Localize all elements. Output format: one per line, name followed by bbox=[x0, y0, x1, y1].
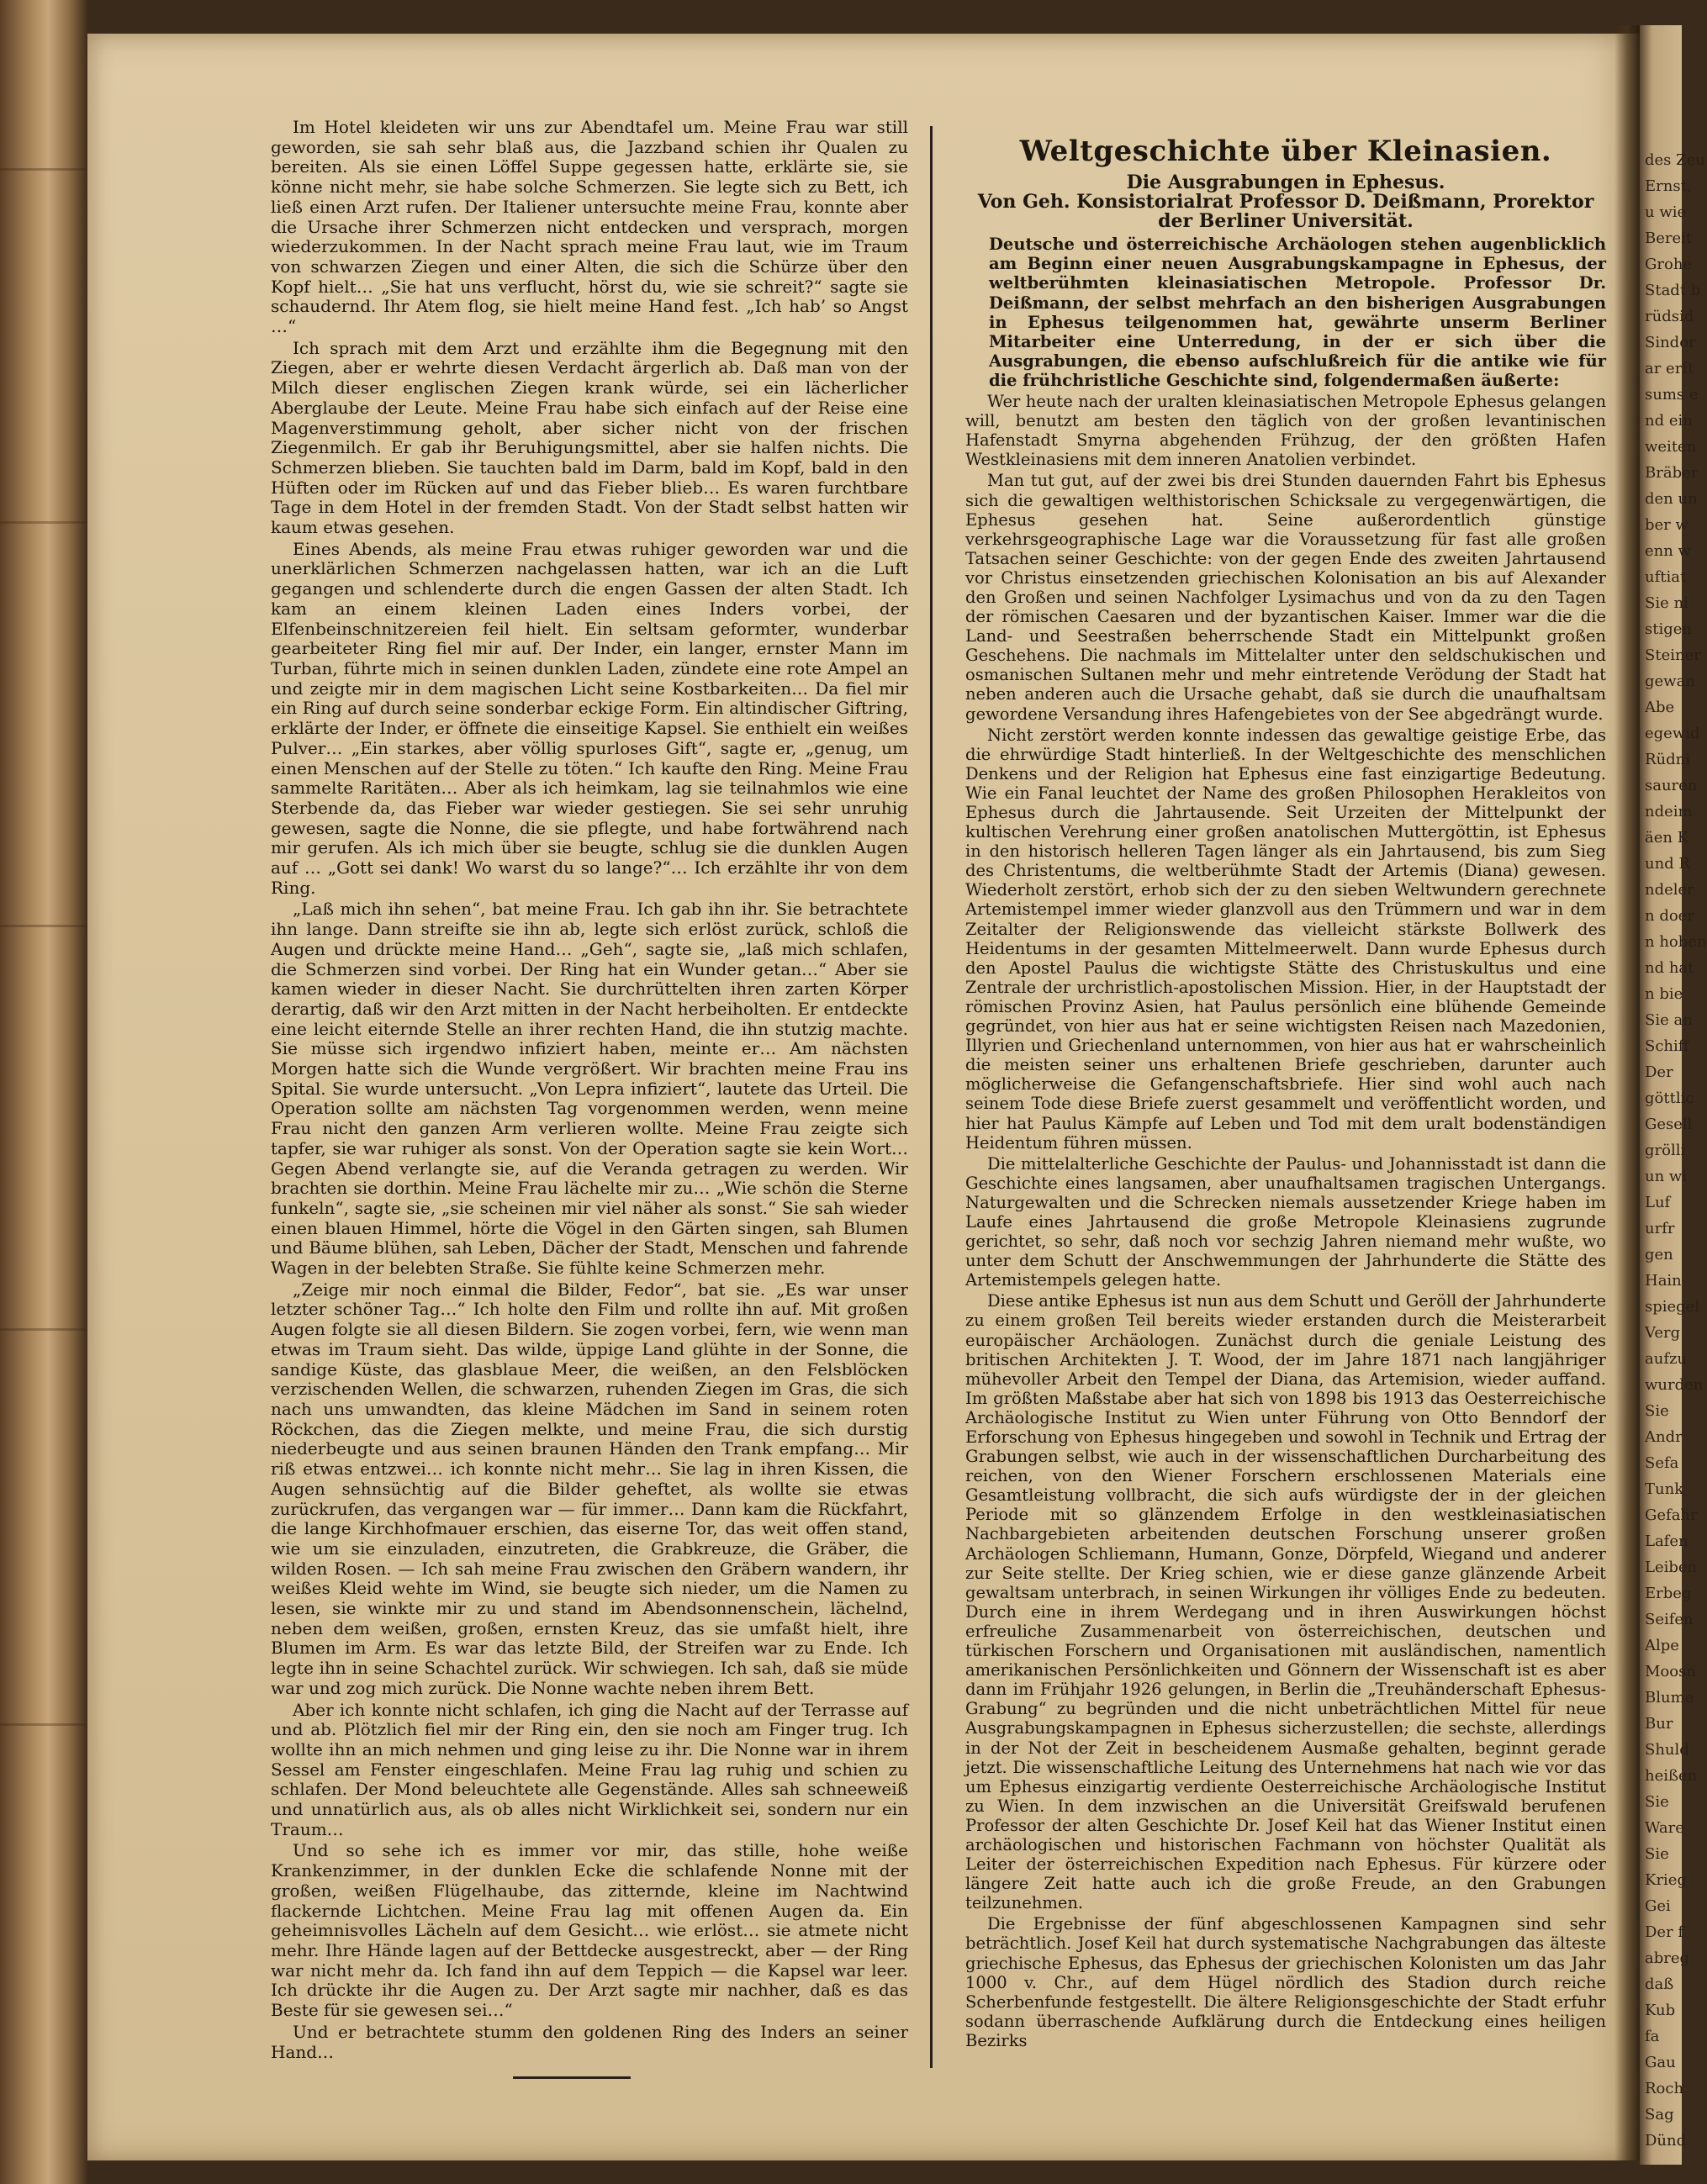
next-page-fragment: Sindor bbox=[1645, 334, 1696, 351]
next-page-fragment: Sie ni bbox=[1645, 594, 1689, 612]
next-page-fragment: stigen bbox=[1645, 620, 1692, 638]
book-edge bbox=[0, 0, 87, 2184]
next-page-fragment: aufzu bbox=[1645, 1350, 1688, 1368]
next-page-fragment: Lafen bbox=[1645, 1532, 1689, 1550]
next-page-fragment: nd hat bbox=[1645, 959, 1694, 977]
next-page-fragment: Blume bbox=[1645, 1689, 1694, 1707]
story-paragraph: Ich sprach mit dem Arzt und erzählte ihm die Begegnung mit den Ziegen, aber er wehrte diesen Verdacht ärgerlich ab. Daß man von der Milch dieser englischen Ziegen krank würde, sei ein lächerlicher Aberglaube der Leute. Meine Frau habe sich einfach auf der Reise eine Magenverstimmung geholt, aber sicher nicht von der frischen Ziegenmilch. Er gab ihr Beruhigungsmittel, aber sie halfen nichts. Die Schmerzen blieben. Sie tauchten bald im Darm, bald im Kopf, bald in den Hüften oder im Rücken auf und das Fieber blieb… Es waren furchtbare Tage in dem Hotel in der fremden Stadt. Von der Stadt selbst hatten wir kaum etwas gesehen. bbox=[271, 337, 908, 538]
next-page-fragment: Roch bbox=[1645, 2080, 1684, 2097]
next-page-fragment: wurden bbox=[1645, 1376, 1704, 1394]
next-page-fragment: Ware bbox=[1645, 1819, 1684, 1837]
column-divider bbox=[930, 126, 933, 2068]
next-page-fragment: Sie bbox=[1645, 1402, 1669, 1420]
next-page-fragment: ber w bbox=[1645, 516, 1689, 534]
next-page-fragment: urfr bbox=[1645, 1220, 1675, 1237]
article-paragraph: Nicht zerstört werden konnte indessen das gewaltige geistige Erbe, das die ehrwürdige Stadt hinterließ. In der Weltgeschichte des menschlichen Denkens und der Religion hat Ephesus eine fast einzigartige Bedeutung. Wie ein Fanal leuchtet der Name des großen Philosophen Herakleitos von Ephesus durch die Jahrtausende. Seit Urzeiten der Mittelpunkt der kultischen Verehrung einer großen anatolischen Muttergöttin, ist Ephesus in den historisch helleren Tagen länger als ein Jahrtausend, bis zum Sieg des Christentums, die weltberühmte Stadt der Artemis (Diana) gewesen. Wiederholt zerstört, erhob sich der zu den sieben Weltwundern gerechnete Artemistempel immer wieder glanzvoll aus den Trümmern und war in dem Zeitalter der Religionswende das vielleicht stärkste Bollwerk des Heidentums in der gesamten Mittelmeerwelt. Dann wurde Ephesus durch den Apostel Paulus die wichtigste Stätte des Christuskultus und eine Zentrale der urchristlich-apostolischen Mission. Hier, in der Hauptstadt der römischen Provinz Asien, hat Paulus persönlich eine blühende Gemeinde gegründet, von hier aus hat er seine wichtigsten Reisen nach Mazedonien, Illyrien und Griechenland unternommen, von hier aus hat er wahrscheinlich die meisten seiner uns erhaltenen Briefe geschrieben, darunter auch möglicherweise die Gefangenschaftsbriefe. Hier sind wohl auch nach seinem Tode diese Briefe zuerst gesammelt und veröffentlicht worden, und hier hat Paulus Kämpfe auf Leben und Tod mit dem uralt bodenständigen Heidentum führen müssen. bbox=[965, 725, 1606, 1153]
next-page-fragment: Sie bbox=[1645, 1793, 1669, 1811]
next-page-fragment: Leiben bbox=[1645, 1559, 1698, 1576]
story-paragraph: Aber ich konnte nicht schlafen, ich ging die Nacht auf der Terrasse auf und ab. Plötzlich fiel mir der Ring ein, den sie noch am Finger trug. Ich wollte ihn an mich nehmen und ging leise zu ihr. Die Nonne war in ihrem Sessel am Fenster eingeschlafen. Meine Frau lag ruhig und schien zu schlafen. Der Mond beleuchtete alle Gegenstände. Alles sah schneeweiß und unnatürlich aus, als ob alles nicht Wirklichkeit sei, sondern nur ein Traum… bbox=[271, 1699, 908, 1839]
next-page-fragment: sums e bbox=[1645, 386, 1699, 404]
article-paragraph: Die mittelalterliche Geschichte der Paulus- und Johannisstadt ist dann die Geschichte eines langsamen, aber unaufhaltsamen tragischen Untergangs. Naturgewalten und die Schrecken niemals aussetzender Kriege haben im Laufe eines Jahrtausend die große Metropole Kleinasiens zugrunde gerichtet, so sehr, daß noch vor sechzig Jahren niemand mehr wußte, wo unter dem Schutt der Anschwemmungen der Jahrhunderte die Stätte des Artemistempels gelegen hatte. bbox=[965, 1153, 1606, 1290]
next-page-fragment: heißen bbox=[1645, 1767, 1698, 1785]
article-paragraph: Wer heute nach der uralten kleinasiatischen Metropole Ephesus gelangen will, benutzt am besten den täglich von der großen levantinischen Hafenstadt Smyrna abgehenden Frühzug, der den größten Hafen Westkleinasiens mit dem inneren Anatolien verbindet. bbox=[965, 392, 1606, 470]
next-page-fragment: Seifen bbox=[1645, 1611, 1694, 1628]
article-byline: Von Geh. Konsistorialrat Professor D. Deißmann, Prorektor der Berliner Universität. bbox=[977, 191, 1594, 233]
next-page-fragment: abreg bbox=[1645, 1949, 1690, 1967]
next-page-fragment: Hain bbox=[1645, 1272, 1682, 1290]
article-paragraph: Man tut gut, auf der zwei bis drei Stunden dauernden Fahrt bis Ephesus sich die gewaltigen welthistorischen Schicksale zu vergegenwärtigen, die Ephesus gesehen hat. Seine außerordentlich günstige verkehrsgeographische Lage war die Voraussetzung für fast alle großen Tatsachen seiner Geschichte: von der gegen Ende des zweiten Jahrtausend vor Christus einsetzenden griechischen Kolonisation an bis auf Alexander den Großen und seinen Nachfolger Lysimachus und von da zu den Tagen der römischen Caesaren und der byzantischen Kaiser. Immer war die die Land- und Seestraßen beherrschende Stadt ein Mittelpunkt großen Geschehens. Die nachmals im Mittelalter unter den seldschukischen und osmanischen Sultanen mehr und mehr eintretende Verödung der Stadt hat neben anderen auch die Ursache gehabt, daß sie durch die unaufhaltsam gewordene Versandung ihres Hafengebietes von der See abgedrängt wurde. bbox=[965, 471, 1606, 724]
next-page-fragment: Bräber bbox=[1645, 464, 1699, 482]
next-page-fragment: Kub bbox=[1645, 2002, 1676, 2019]
next-page-fragment: Rüdni bbox=[1645, 751, 1691, 768]
next-page-fragment: Sie bbox=[1645, 1845, 1669, 1863]
next-page-fragment: enn w bbox=[1645, 542, 1691, 560]
next-page-fragment: nd ein bbox=[1645, 412, 1693, 430]
page-gutter bbox=[1615, 25, 1640, 2160]
next-page-fragment: Erbeg bbox=[1645, 1585, 1692, 1602]
next-page-fragment: den un bbox=[1645, 490, 1698, 508]
story-paragraph: Und so sehe ich es immer vor mir, das stille, hohe weiße Krankenzimmer, in der dunklen Ecke die schlafende Nonne mit der großen, weißen Flügelhaube, das zitternde, kleine im Nachtwind flackernde Lichtchen. Meine Frau lag mit offenen Augen da. Ein geheimnisvolles Lächeln auf dem Gesicht… wie erlöst… sie atmete nicht mehr. Ihre Hände lagen auf der Bettdecke ausgestreckt, aber — der Ring war nicht mehr da. Ich fand ihn auf dem Teppich — die Kapsel war leer. Ich drückte ihr die Augen zu. Der Arzt sagte mir nachher, daß es das Beste für sie gewesen sei…“ bbox=[271, 1840, 908, 2021]
article-paragraph: Die Ergebnisse der fünf abgeschlossenen Kampagnen sind sehr beträchtlich. Josef Keil hat durch systematische Nachgrabungen das älteste griechische Ephesus, das Ephesus der griechischen Kolonisten um das Jahr 1000 v. Chr., auf dem Hügel nördlich des Stadion durch reiche Scherbenfunde festgestellt. Die ältere Religionsgeschichte der Stadt erfuhr sodann überraschende Aufklärung durch die Entdeckung eines heiligen Bezirks bbox=[965, 1914, 1606, 2050]
next-page-fragment: ar erft bbox=[1645, 360, 1694, 377]
next-page-fragment: Gefahr bbox=[1645, 1506, 1698, 1524]
next-page-fragment: n hoben bbox=[1645, 933, 1707, 951]
next-page-fragment: u wie bbox=[1645, 203, 1687, 221]
next-page-fragment: Sie an bbox=[1645, 1011, 1693, 1029]
next-page-fragment: fa bbox=[1645, 2028, 1660, 2045]
next-page-fragment: n doer bbox=[1645, 907, 1694, 925]
next-page-fragment: Gau bbox=[1645, 2054, 1676, 2071]
article-subtitle: Die Ausgrabungen in Ephesus. bbox=[1126, 171, 1445, 193]
next-page-fragment: des Zeu bbox=[1645, 151, 1705, 169]
next-page-fragment: Dünd bbox=[1645, 2132, 1687, 2150]
next-page-fragment: Bereit bbox=[1645, 229, 1693, 247]
next-page-fragment: Schiff bbox=[1645, 1037, 1689, 1055]
story-paragraph: Eines Abends, als meine Frau etwas ruhiger geworden war und die unerklärlichen Schmerzen nachgelassen hatten, war ich an die Luft gegangen und schlenderte durch die engen Gassen der alten Stadt. Ich kam an einem kleinen Laden eines Inders vorbei, der Elfenbeinschnitzereien feil hielt. Ein seltsam geformter, wunderbar gearbeiteter Ring fiel mir auf. Der Inder, ein langer, ernster Mann im Turban, führte mich in seinen dunklen Laden, zündete eine rote Ampel an und zeigte mir in dem magischen Licht seine Kostbarkeiten… Da fiel mir ein Ring auf durch seine sonderbar eckige Form. Ein altindischer Giftring, erklärte der Inder, er öffnete die einseitige Kapsel. Sie enthielt ein weißes Pulver… „Ein starkes, aber völlig spurloses Gift“, sagte er, „genug, um einen Menschen auf der Stelle zu töten.“ Ich kaufte den Ring. Meine Frau sammelte Raritäten… Aber als ich heimkam, lag sie teilnahmlos wie eine Sterbende da, das Fieber war wieder gestiegen. Sie sei sehr unruhig gewesen, sagte die Nonne, die sie pflegte, und habe fortwährend nach mir gerufen. Als ich mich über sie beugte, schlug sie die dunklen Augen auf … „Gott sei dank! Wo warst du so lange?“… Ich erzählte ihr von dem Ring. bbox=[271, 538, 908, 898]
next-page-fragment: Der bbox=[1645, 1063, 1673, 1081]
next-page-fragment: ndeler bbox=[1645, 881, 1694, 899]
next-page-fragment: n bie bbox=[1645, 985, 1683, 1003]
next-page-fragment: grölli bbox=[1645, 1142, 1686, 1159]
next-page-fragment: daß bbox=[1645, 1976, 1674, 1993]
next-page-fragment: un wi bbox=[1645, 1168, 1688, 1185]
next-page-fragment: Grohe bbox=[1645, 256, 1693, 273]
next-page-edge bbox=[1640, 25, 1707, 2165]
next-page-fragment: Andr bbox=[1645, 1428, 1683, 1446]
next-page-fragment: Krieg bbox=[1645, 1871, 1687, 1889]
next-page-fragment: Steiner bbox=[1645, 646, 1701, 664]
next-page-fragment: Gei bbox=[1645, 1897, 1671, 1915]
next-page-fragment: gewan bbox=[1645, 673, 1695, 690]
next-page-fragment: spiegel bbox=[1645, 1298, 1700, 1316]
article-title: Weltgeschichte über Kleinasien. bbox=[1019, 135, 1552, 168]
next-page-fragment: Shuld bbox=[1645, 1741, 1689, 1759]
next-page-fragment: Verg bbox=[1645, 1324, 1681, 1342]
next-page-fragment: Sag bbox=[1645, 2106, 1674, 2123]
next-page-fragment: Der f bbox=[1645, 1923, 1684, 1941]
story-paragraph: „Laß mich ihn sehen“, bat meine Frau. Ich gab ihn ihr. Sie betrachtete ihn lange. Dann streifte sie ihn ab, legte sich erlöst zurück, schloß die Augen und drückte meine Hand… „Geh“, sagte sie, „laß mich schlafen, die Schmerzen sind vorbei. Der Ring hat ein Wunder getan…“ Aber sie kamen wieder in dieser Nacht. Sie durchrüttelten ihren zarten Körper derartig, daß wir den Arzt mitten in der Nacht herbeiholten. Er entdeckte eine leicht eiternde Stelle an ihrer rechten Hand, die ihn stutzig machte. Sie müsse sich irgendwo infiziert haben, meinte er… Am nächsten Morgen hatte sich die Wunde vergrößert. Wir brachten meine Frau ins Spital. Sie wurde untersucht. „Von Lepra infiziert“, lautete das Urteil. Die Operation sollte am nächsten Tag vorgenommen werden, wenn meine Frau nicht den ganzen Arm verlieren wollte. Meine Frau zeigte sich tapfer, sie war ruhiger als sonst. Von der Operation sagte sie kein Wort… Gegen Abend verlangte sie, auf die Veranda getragen zu werden. Wir brachten sie dorthin. Meine Frau lächelte mir zu… „Wie schön die Sterne funkeln“, sagte sie, „sie scheinen mir viel näher als sonst.“ Sie sah wieder einen blauen Himmel, hörte die Vögel in den Gärten singen, sah Blumen und Bäume blühen, sah Leben, Dächer der Stadt, Menschen und fahrende Wagen in der belebten Straße. Sie fühlte keine Schmerzen mehr. bbox=[271, 899, 908, 1279]
next-page-fragment: Moosn bbox=[1645, 1663, 1696, 1680]
next-page-fragment: Abe bbox=[1645, 699, 1675, 716]
next-page-fragment: uftiat bbox=[1645, 568, 1687, 586]
article-body bbox=[965, 392, 1606, 2050]
next-page-fragment: gen bbox=[1645, 1246, 1673, 1263]
story-column bbox=[271, 118, 908, 2064]
story-paragraph: Und er betrachtete stumm den goldenen Ring des Inders an seiner Hand… bbox=[271, 2021, 908, 2062]
next-page-fragment: Luf bbox=[1645, 1194, 1671, 1211]
next-page-fragment: ndeim bbox=[1645, 803, 1693, 820]
article-column bbox=[965, 135, 1606, 2052]
story-end-rule bbox=[513, 2076, 631, 2079]
story-paragraph: Im Hotel kleideten wir uns zur Abendtafel um. Meine Frau war still geworden, sie sah sehr blaß aus, die Jazzband schien ihr Qualen zu bereiten. Als sie einen Löffel Suppe gegessen hatte, erklärte sie, sie könne nicht mehr, sie habe solche Schmerzen. Sie legte sich zu Bett, ich ließ einen Arzt rufen. Der Italiener untersuchte meine Frau, konnte aber die Ursache ihrer Schmerzen nicht entdecken und versprach, morgen wiederzukommen. In der Nacht sprach meine Frau laut, wie im Traum von schwarzen Ziegen und einer Alten, die sich die Schürze über den Kopf hielt… „Sie hat uns verflucht, hörst du, wie sie schreit?“ sagte sie schaudernd. Ihr Atem flog, sie hielt meine Hand fest. „Ich hab’ so Angst …“ bbox=[271, 117, 908, 337]
story-paragraph: „Zeige mir noch einmal die Bilder, Fedor“, bat sie. „Es war unser letzter schöner Tag…“ Ich holte den Film und rollte ihn auf. Mit großen Augen folgte sie all diesen Bildern. Sie zogen vorbei, fern, wie wenn man etwas im Traum sieht. Das wilde, üppige Land glühte in der Sonne, die sandige Küste, das glasblaue Meer, die weißen, an den Felsblöcken verzischenden Wellen, die schwarzen, ruhenden Ziegen im Gras, die sich nach uns umwandten, das kleine Mädchen im Sand in seinem roten Röckchen, das die Ziegen melkte, und meine Frau, die sich durstig niederbeugte und aus seinen braunen Händen den Trank empfang… Mir riß etwas entzwei… ich konnte nicht mehr… Sie lag in ihren Kissen, die Augen sehnsüchtig auf die Bilder geheftet, als wollte sie etwas zurückrufen, das vergangen war — für immer… Dann kam die Rückfahrt, die lange Kirchhofmauer erschien, das eiserne Tor, das weit offen stand, wie um sie einzuladen, einzutreten, die Grabkreuze, die Gräber, die wilden Rosen. — Ich sah meine Frau zwischen den Gräbern wandern, ihr weißes Kleid wehte im Wind, sie beugte sich nieder, um die Namen zu lesen, sie winkte mir zu und stand im Abendsonnenschein, lächelnd, neben dem weißen, großen, ernsten Kreuz, das sie umfaßt hielt, ihre Blumen im Arm. Es war das letzte Bild, der Streifen war zu Ende. Ich legte ihn in seine Schachtel zurück. Wir schwiegen. Ich sah, daß sie müde war und zog mich zurück. Die Nonne wachte neben ihrem Bett. bbox=[271, 1279, 908, 1698]
next-page-fragment: rüdsid bbox=[1645, 308, 1694, 325]
article-intro: Deutsche und österreichische Archäologen stehen augenblicklich am Beginn einer neuen Ausgrabungskampagne in Ephesus, der weltberühmten kleinasiatischen Metropole. Professor Dr. Deißmann, der selbst mehrfach an den bisherigen Ausgrabungen in Ephesus teilgenommen hat, gewährte unserm Berliner Mitarbeiter eine Unterredung, in der er sich über die Ausgrabungen, die ebenso aufschlußreich für die antike wie für die frühchristliche Geschichte sind, folgendermaßen äußerte: bbox=[989, 235, 1606, 390]
next-page-fragment: Gesell bbox=[1645, 1116, 1693, 1133]
next-page-fragment: sauren bbox=[1645, 777, 1698, 794]
next-page-fragment: Tunk bbox=[1645, 1480, 1684, 1498]
next-page-fragment: äen K bbox=[1645, 829, 1689, 847]
next-page-fragment: Ernst, bbox=[1645, 177, 1692, 195]
next-page-fragment: göttlic bbox=[1645, 1089, 1694, 1107]
next-page-fragment: Stadt b bbox=[1645, 282, 1701, 299]
next-page-fragment: weiten bbox=[1645, 438, 1697, 456]
next-page-fragment: Sefa bbox=[1645, 1454, 1679, 1472]
next-page-fragment: egewid bbox=[1645, 725, 1700, 742]
next-page-fragment: Alpe bbox=[1645, 1637, 1679, 1654]
article-paragraph: Diese antike Ephesus ist nun aus dem Schutt und Geröll der Jahrhunderte zu einem großen Teil bereits wieder erstanden durch die Meisterarbeit europäischer Archäologen. Zunächst durch die geniale Leistung des britischen Architekten J. T. Wood, der im Jahre 1871 nach langjähriger mühevoller Arbeit den Tempel der Diana, das Artemision, wieder auffand. Im größten Maßstabe aber hat sich von 1898 bis 1913 das Oesterreichische Archäologische Institut zu Wien unter Führung von Otto Benndorf der Erforschung von Ephesus hingegeben und sowohl in Technik und Ertrag der Grabungen selbst, wie auch in der wissenschaftlichen Durcharbeitung des reichen, von den Wiener Forschern erschlossenen Materials eine Gesamtleistung vollbracht, die sich aufs würdigste der in der gleichen Periode mit so glänzendem Erfolge in den westkleinasiatischen Nachbargebieten arbeitenden deutschen Forschung unserer großen Archäologen Schliemann, Humann, Gonze, Dörpfeld, Wiegand und anderer zur Seite stellte. Der Krieg schien, wie er diese ganze glänzende Arbeit gewaltsam unterbrach, in seinen Wirkungen ihr völliges Ende zu bedeuten. Durch eine in ihrem Werdegang und in ihren Auswirkungen höchst erfreuliche Zusammenarbeit von österreichischen, deutschen und türkischen Forschern und Organisationen mit ausländischen, namentlich amerikanischen Persönlichkeiten und Gönnern der Wissenschaft ist es aber dann im Frühjahr 1926 gelungen, in Berlin die „Treuhänderschaft Ephesus-Grabung“ zu begründen und die nicht unbeträchtlichen Mittel für neue Ausgrabungskampagnen in Ephesus sicherzustellen; die sechste, allerdings in der Not der Zeit in bescheidenem Ausmaße gehalten, beginnt gerade jetzt. Die wissenschaftliche Leitung des Unternehmens hat nach wie vor das um Ephesus einzigartig verdiente Oesterreichische Archäologische Institut zu Wien. In dem inzwischen an die Universität Greifswald berufenen Professor der alten Geschichte Dr. Josef Keil hat das Wiener Institut einen archäologischen und historischen Fachmann von höchster Qualität als Leiter der österreichischen Expedition nach Ephesus. Für kürzere oder längere Zeit hatte auch ich die große Freude, an den Grabungen teilzunehmen. bbox=[965, 1291, 1606, 1913]
next-page-fragment: Bur bbox=[1645, 1715, 1673, 1733]
next-page-fragment: und R bbox=[1645, 855, 1690, 873]
